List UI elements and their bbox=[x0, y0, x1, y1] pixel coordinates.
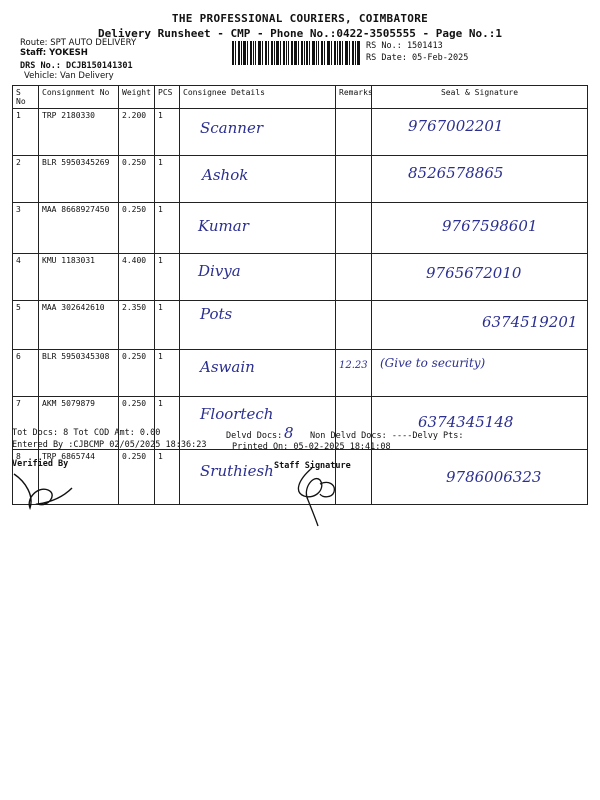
staff-signature-label: Staff Signature bbox=[274, 461, 351, 471]
cell-consignment: BLR 5950345269 bbox=[39, 156, 119, 203]
non-delivered-docs: Non Delvd Docs: ----Delvy Pts: bbox=[310, 431, 464, 441]
table-row bbox=[13, 350, 588, 397]
table-header-row bbox=[13, 86, 588, 109]
cell-signature: 8526578865 bbox=[372, 156, 588, 203]
printed-on: Printed On: 05-02-2025 18:41:08 bbox=[232, 442, 391, 452]
header-pcs: PCS bbox=[155, 86, 180, 109]
cell-remarks bbox=[336, 301, 372, 350]
staff-signature-mark bbox=[290, 466, 346, 528]
route-label: Route: SPT AUTO DELIVERY bbox=[20, 38, 137, 48]
runsheet-subtitle: Delivery Runsheet - CMP - Phone No.:0422-3505555 - Page No.:1 bbox=[98, 27, 502, 40]
vehicle-label: Vehicle: Van Delivery bbox=[24, 71, 114, 81]
cell-consignment: TRP 2180330 bbox=[39, 109, 119, 156]
cell-consignee: Sruthiesh bbox=[180, 450, 336, 505]
cell-sno: 3 bbox=[13, 203, 39, 254]
cell-signature: (Give to security) bbox=[372, 350, 588, 397]
table-row bbox=[13, 301, 588, 350]
cell-weight: 0.250 bbox=[119, 450, 155, 505]
cell-consignee: Ashok bbox=[180, 156, 336, 203]
cell-consignee: Floortech bbox=[180, 397, 336, 450]
table-row bbox=[13, 203, 588, 254]
drs-number: DRS No.: DCJB150141301 bbox=[20, 61, 133, 71]
cell-weight: 0.250 bbox=[119, 350, 155, 397]
cell-weight: 0.250 bbox=[119, 203, 155, 254]
header-weight: Weight bbox=[119, 86, 155, 109]
cell-remarks bbox=[336, 156, 372, 203]
cell-sno: 6 bbox=[13, 350, 39, 397]
cell-signature: 9767598601 bbox=[372, 203, 588, 254]
cell-consignment: MAA 302642610 bbox=[39, 301, 119, 350]
cell-consignment: BLR 5950345308 bbox=[39, 350, 119, 397]
cell-remarks bbox=[336, 203, 372, 254]
table-row bbox=[13, 254, 588, 301]
cell-pcs: 1 bbox=[155, 254, 180, 301]
cell-pcs: 1 bbox=[155, 301, 180, 350]
cell-sno: 5 bbox=[13, 301, 39, 350]
cell-weight: 0.250 bbox=[119, 156, 155, 203]
table-row bbox=[13, 156, 588, 203]
cell-consignee: Pots bbox=[180, 301, 336, 350]
verified-by-label: Verified By bbox=[12, 459, 69, 469]
cell-signature: 9765672010 bbox=[372, 254, 588, 301]
barcode bbox=[232, 41, 360, 65]
cell-consignment: KMU 1183031 bbox=[39, 254, 119, 301]
rs-date: RS Date: 05-Feb-2025 bbox=[366, 53, 469, 63]
cell-signature: 9767002201 bbox=[372, 109, 588, 156]
cell-sno: 2 bbox=[13, 156, 39, 203]
cell-pcs: 1 bbox=[155, 203, 180, 254]
cell-weight: 0.250 bbox=[119, 397, 155, 450]
verifier-signature-mark bbox=[8, 468, 78, 516]
cell-consignee: Aswain bbox=[180, 350, 336, 397]
cell-weight: 2.200 bbox=[119, 109, 155, 156]
table-row bbox=[13, 109, 588, 156]
cell-sno: 8 bbox=[13, 450, 39, 505]
cell-remarks bbox=[336, 254, 372, 301]
rs-number: RS No.: 1501413 bbox=[366, 41, 443, 51]
cell-pcs: 1 bbox=[155, 450, 180, 505]
cell-signature: 6374345148 bbox=[372, 397, 588, 450]
cell-consignee: Scanner bbox=[180, 109, 336, 156]
cell-sno: 4 bbox=[13, 254, 39, 301]
delivered-docs-count: 8 bbox=[284, 424, 294, 442]
cell-consignee: Kumar bbox=[180, 203, 336, 254]
header-signature: Seal & Signature bbox=[372, 86, 588, 109]
cell-signature: 6374519201 bbox=[372, 301, 588, 350]
cell-remarks bbox=[336, 109, 372, 156]
cell-consignment: AKM 5079879 bbox=[39, 397, 119, 450]
total-docs: Tot Docs: 8 Tot COD Amt: 0.00 bbox=[12, 428, 161, 438]
cell-remarks: 12.23 bbox=[336, 350, 372, 397]
cell-sno: 1 bbox=[13, 109, 39, 156]
cell-weight: 2.350 bbox=[119, 301, 155, 350]
cell-pcs: 1 bbox=[155, 156, 180, 203]
entered-by: Entered By :CJBCMP 02/05/2025 18:36:23 bbox=[12, 440, 207, 450]
cell-weight: 4.400 bbox=[119, 254, 155, 301]
cell-signature: 9786006323 bbox=[372, 450, 588, 505]
cell-pcs: 1 bbox=[155, 109, 180, 156]
cell-pcs: 1 bbox=[155, 350, 180, 397]
cell-pcs: 1 bbox=[155, 397, 180, 450]
cell-consignment: TRP 6865744 bbox=[39, 450, 119, 505]
staff-label: Staff: YOKESH bbox=[20, 48, 88, 58]
cell-consignee: Divya bbox=[180, 254, 336, 301]
header-remarks: Remarks bbox=[336, 86, 372, 109]
cell-sno: 7 bbox=[13, 397, 39, 450]
header-consignee: Consignee Details bbox=[180, 86, 336, 109]
header-sno: S No bbox=[13, 86, 39, 109]
company-title: THE PROFESSIONAL COURIERS, COIMBATORE bbox=[171, 12, 429, 25]
delivered-docs-label: Delvd Docs: bbox=[226, 431, 283, 441]
cell-consignment: MAA 8668927450 bbox=[39, 203, 119, 254]
header-consignment: Consignment No bbox=[39, 86, 119, 109]
